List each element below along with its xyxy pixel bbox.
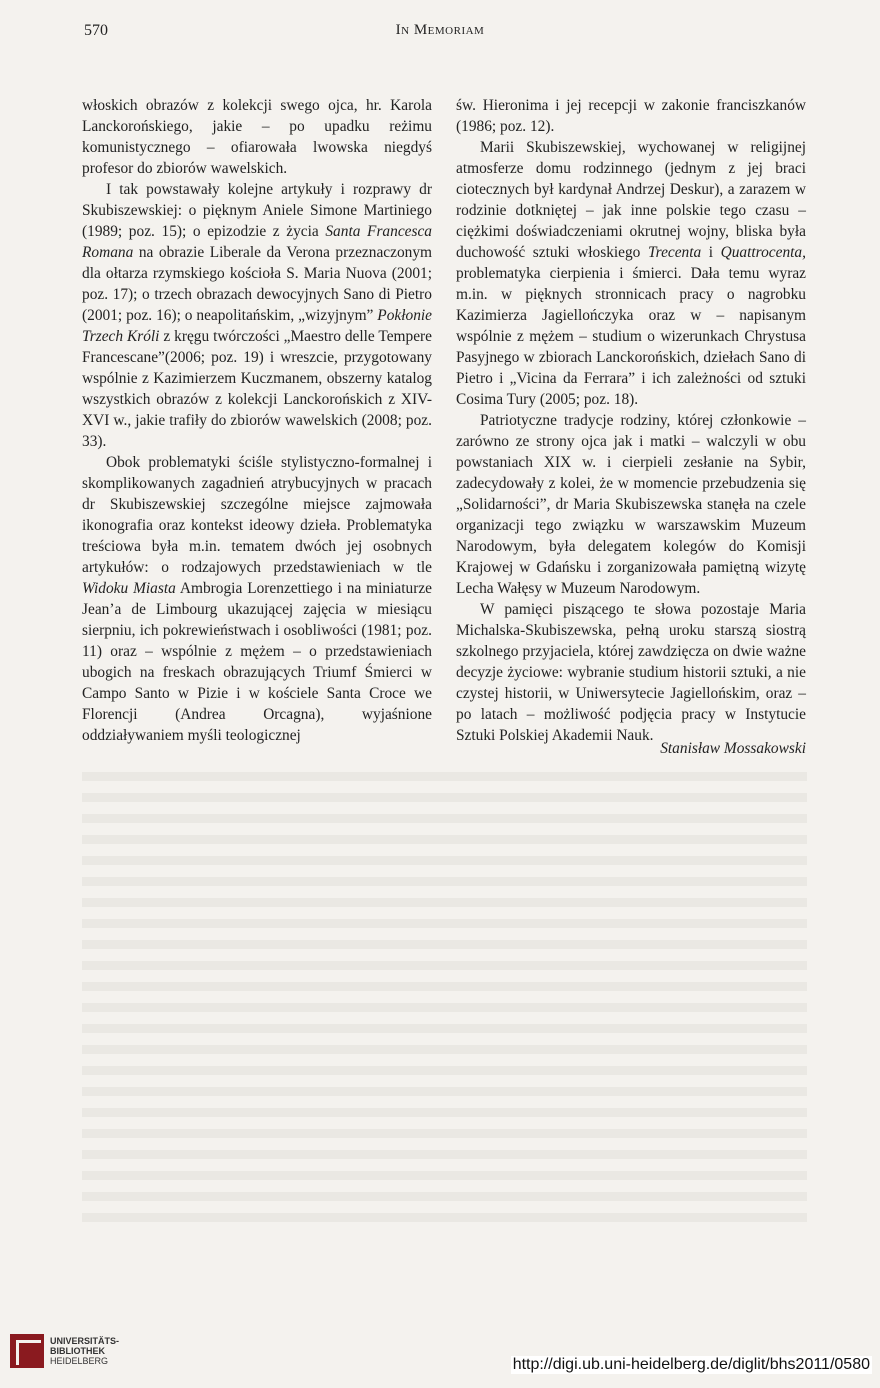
bleed-through-texture [82,772,807,1232]
page-number: 570 [84,22,108,39]
paragraph: Patriotyczne tradycje rodziny, której członkowie – zarówno ze strony ojca jak i matki – walczyli w obu powstaniach XIX w. i cierpieli zesłanie na Sybir, zadecydowały z kolei, że w momencie przebudzenia się „Solidarności”, dr Maria Skubiszewska stanęła na czele organizacji tego związku w warszawskim Muzeum Narodowym, była delegatem kolegów do Komisji Krajowej w Gdańsku i zorganizowała pamiętną wizytę Lecha Wałęsy w Muzeum Narodowym. [456,412,806,597]
library-logo[interactable] [10,1334,119,1368]
paragraph: włoskich obrazów z kolekcji swego ojca, hr. Karola Lanckorońskiego, jakie – po upadku reżimu komunistycznego – ofiarowała lwowska niegdyś profesor do zbiorów wawelskich. [82,97,432,177]
library-logo-icon [10,1334,44,1368]
source-url-link[interactable]: http://digi.ub.uni-heidelberg.de/diglit/bhs2011/0580 [512,1356,870,1373]
running-head-title: In Memoriam [395,22,485,38]
paragraph: W pamięci piszącego te słowa pozostaje Maria Michalska-Skubiszewska, pełną uroku starszą siostrą szkolnego przyjaciela, której zawdzięcza on dwie ważne decyzje życiowe: wybranie studium historii sztuki, a nie czystej historii, w Uniwersytecie Jagiellońskim, oraz – po latach – możliwość podjęcia pracy w Instytucie Sztuki Polskiej Akademii Nauk. [456,601,806,744]
right-text-column [456,95,806,746]
author-signature: Stanisław Mossakowski [660,740,806,757]
paragraph: I tak powstawały kolejne artykuły i rozprawy dr Skubiszewskiej: o pięknym Aniele Simone Martiniego (1989; poz. 15); o epizodzie z życia Santa Francesca Romana na obrazie Liberale da Verona przeznaczonym dla ołtarza rzymskiego kościoła S. Maria Nuova (2001; poz. 17); o trzech obrazach dewocyjnych Sano di Pietro (2001; poz. 16); o neapolitańskim, „wizyjnym” Pokłonie Trzech Króli z kręgu twórczości „Maestro delle Tempere Francescane”(2006; poz. 19) i wreszcie, przygotowany wspólnie z Kazimierzem Kuczmanem, obszerny katalog wszystkich obrazów z kolekcji Lanckorońskich z XIV-XVI w., jakie trafiły do zbiorów wawelskich (2008; poz. 33). [82,181,432,450]
paragraph: Marii Skubiszewskiej, wychowanej w religijnej atmosferze domu rodzinnego (jednym z jej braci ciotecznych był kardynał Andrzej Deskur), a zarazem w rodzinie dotkniętej – jak inne polskie tego czasu – ciężkimi doświadczeniami okrutnej wojny, bliska była duchowość sztuki włoskiego Trecenta i Quattrocenta, problematyka cierpienia i śmierci. Dała temu wyraz m.in. w pięknych stronnicach pracy o nagrobku Kazimierza Jagiellończyka oraz w – napisanym wspólnie z mężem – studium o wizerunkach Chrystusa Pasyjnego w zbiorach Lanckorońskich, dziełach Sano di Pietro i „Vicina da Ferrara” i ich zależności od sztuki Cosima Tury (2005; poz. 18). [456,139,806,408]
paragraph: św. Hieronima i jej recepcji w zakonie franciszkanów (1986; poz. 12). [456,97,806,135]
paragraph: Obok problematyki ściśle stylistyczno-formalnej i skomplikowanych zagadnień atrybucyjnych w pracach dr Skubiszewskiej szczególne miejsce zajmowała ikonografia oraz kontekst ideowy dzieła. Problematyka treściowa była m.in. tematem dwóch jej osobnych artykułów: o rodzajowych przedstawieniach w tle Widoku Miasta Ambrogia Lorenzettiego i na miniaturze Jean’a de Limbourg ukazującej zajęcia w miesiącu sierpniu, ich pokrewieństwach i osobliwości (1981; poz. 11) oraz – wspólnie z mężem – o przedstawieniach ubogich na freskach obrazujących Triumf Śmierci w Campo Santo w Pizie i w kościele Santa Croce we Florencji (Andrea Orcagna), wyjaśnione oddziaływaniem myśli teologicznej [82,454,432,744]
left-text-column [82,95,432,746]
library-logo-text: UNIVERSITÄTS- BIBLIOTHEK HEIDELBERG [50,1336,120,1366]
